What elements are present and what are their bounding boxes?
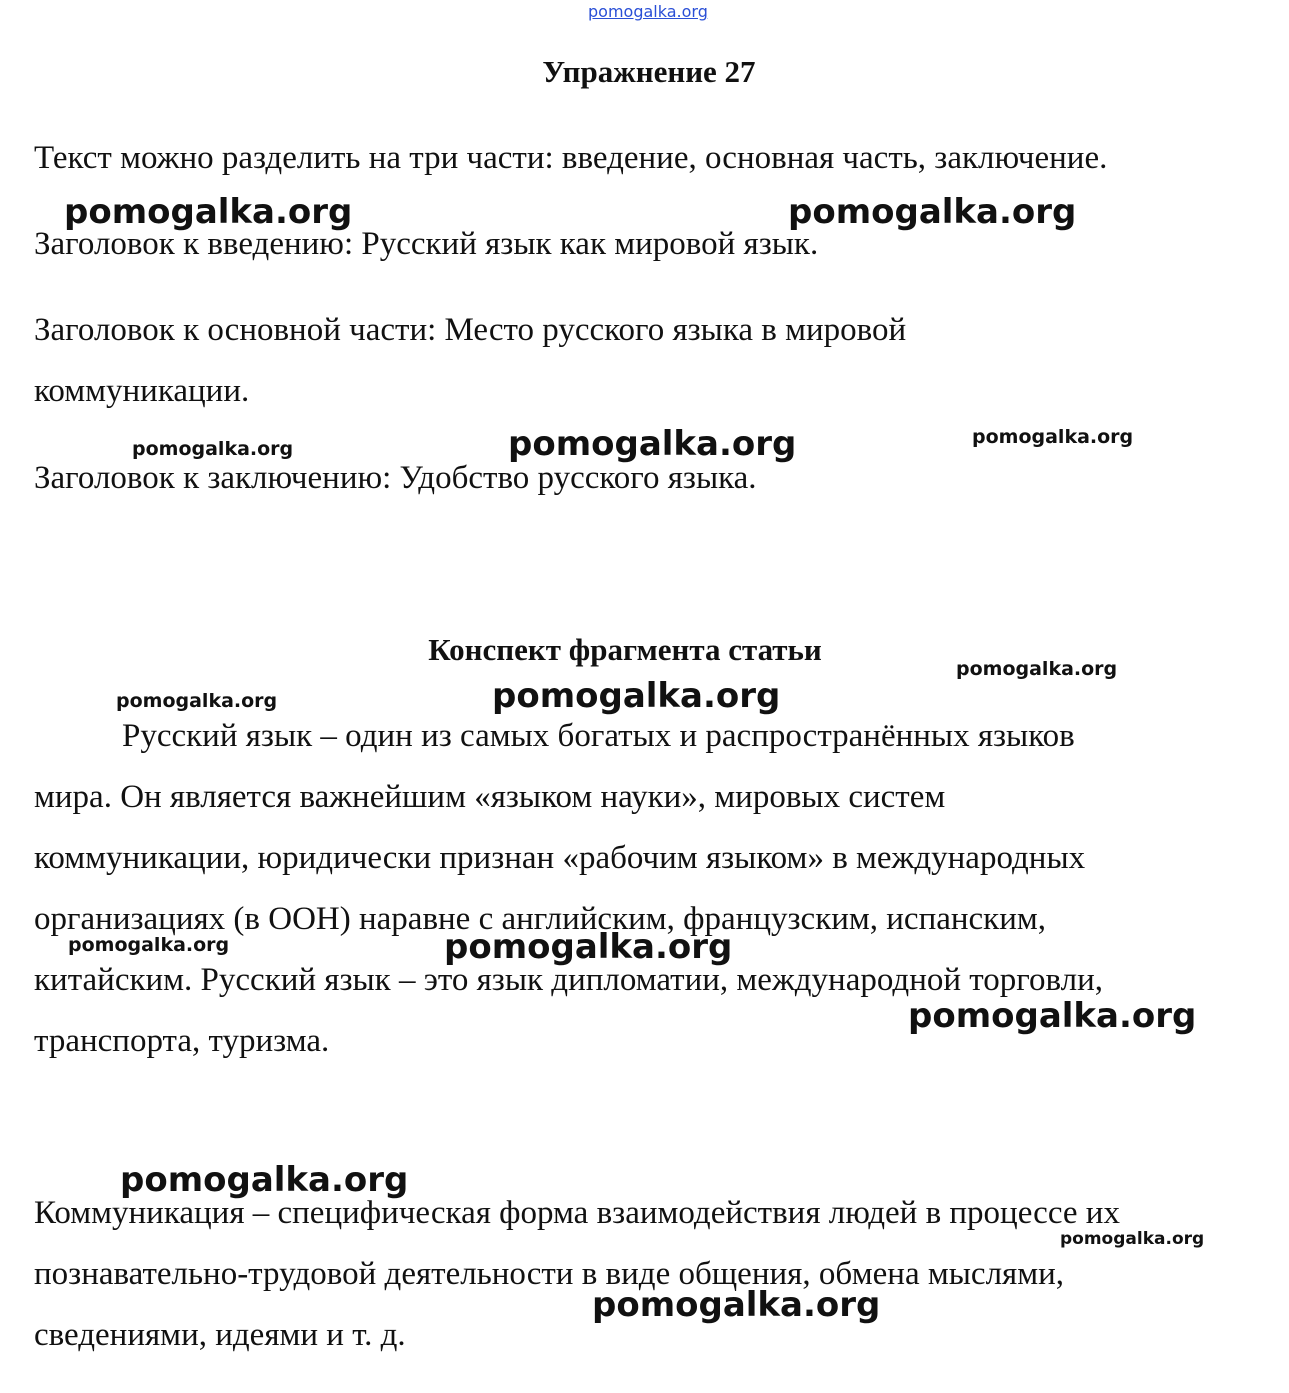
- paragraph1-line: коммуникации, юридически признан «рабочим языком» в международных: [34, 840, 1086, 876]
- heading-main-line-2: коммуникации.: [34, 373, 250, 409]
- exercise-intro: Текст можно разделить на три части: введение, основная часть, заключение.: [34, 140, 1108, 176]
- watermark: pomogalka.org: [116, 690, 278, 712]
- watermark: pomogalka.org: [444, 927, 733, 967]
- watermark: pomogalka.org: [788, 192, 1077, 232]
- watermark: pomogalka.org: [64, 192, 353, 232]
- paragraph2-line: познавательно-трудовой деятельности в виде общения, обмена мыслями,: [34, 1256, 1065, 1292]
- paragraph1-line: китайским. Русский язык – это язык дипломатии, международной торговли,: [34, 962, 1103, 998]
- watermark: pomogalka.org: [492, 676, 781, 716]
- watermark: pomogalka.org: [592, 1285, 881, 1325]
- paragraph1-line: Русский язык – один из самых богатых и распространённых языков: [122, 718, 1075, 754]
- heading-main-line-1: Заголовок к основной части: Место русского языка в мировой: [34, 312, 907, 348]
- watermark: pomogalka.org: [132, 438, 294, 460]
- heading-intro: Заголовок к введению: Русский язык как мировой язык.: [34, 226, 819, 262]
- watermark: pomogalka.org: [120, 1160, 409, 1200]
- watermark: pomogalka.org: [68, 934, 230, 956]
- watermark: pomogalka.org: [508, 424, 797, 464]
- watermark: pomogalka.org: [908, 996, 1197, 1036]
- paragraph1-line: организациях (в ООН) наравне с английским, французским, испанским,: [34, 901, 1047, 937]
- summary-title: Конспект фрагмента статьи: [428, 632, 822, 667]
- exercise-title: Упражнение 27: [542, 54, 756, 89]
- watermark: pomogalka.org: [972, 426, 1134, 448]
- paragraph2-line: сведениями, идеями и т. д.: [34, 1317, 406, 1353]
- watermark: pomogalka.org: [956, 658, 1118, 680]
- heading-conclusion: Заголовок к заключению: Удобство русского языка.: [34, 460, 757, 496]
- paragraph1-line: транспорта, туризма.: [34, 1023, 330, 1059]
- top-watermark-link[interactable]: pomogalka.org: [588, 2, 708, 21]
- paragraph1-line: мира. Он является важнейшим «языком науки», мировых систем: [34, 779, 946, 815]
- watermark: pomogalka.org: [1060, 1229, 1205, 1249]
- paragraph2-line: Коммуникация – специфическая форма взаимодействия людей в процессе их: [34, 1195, 1120, 1231]
